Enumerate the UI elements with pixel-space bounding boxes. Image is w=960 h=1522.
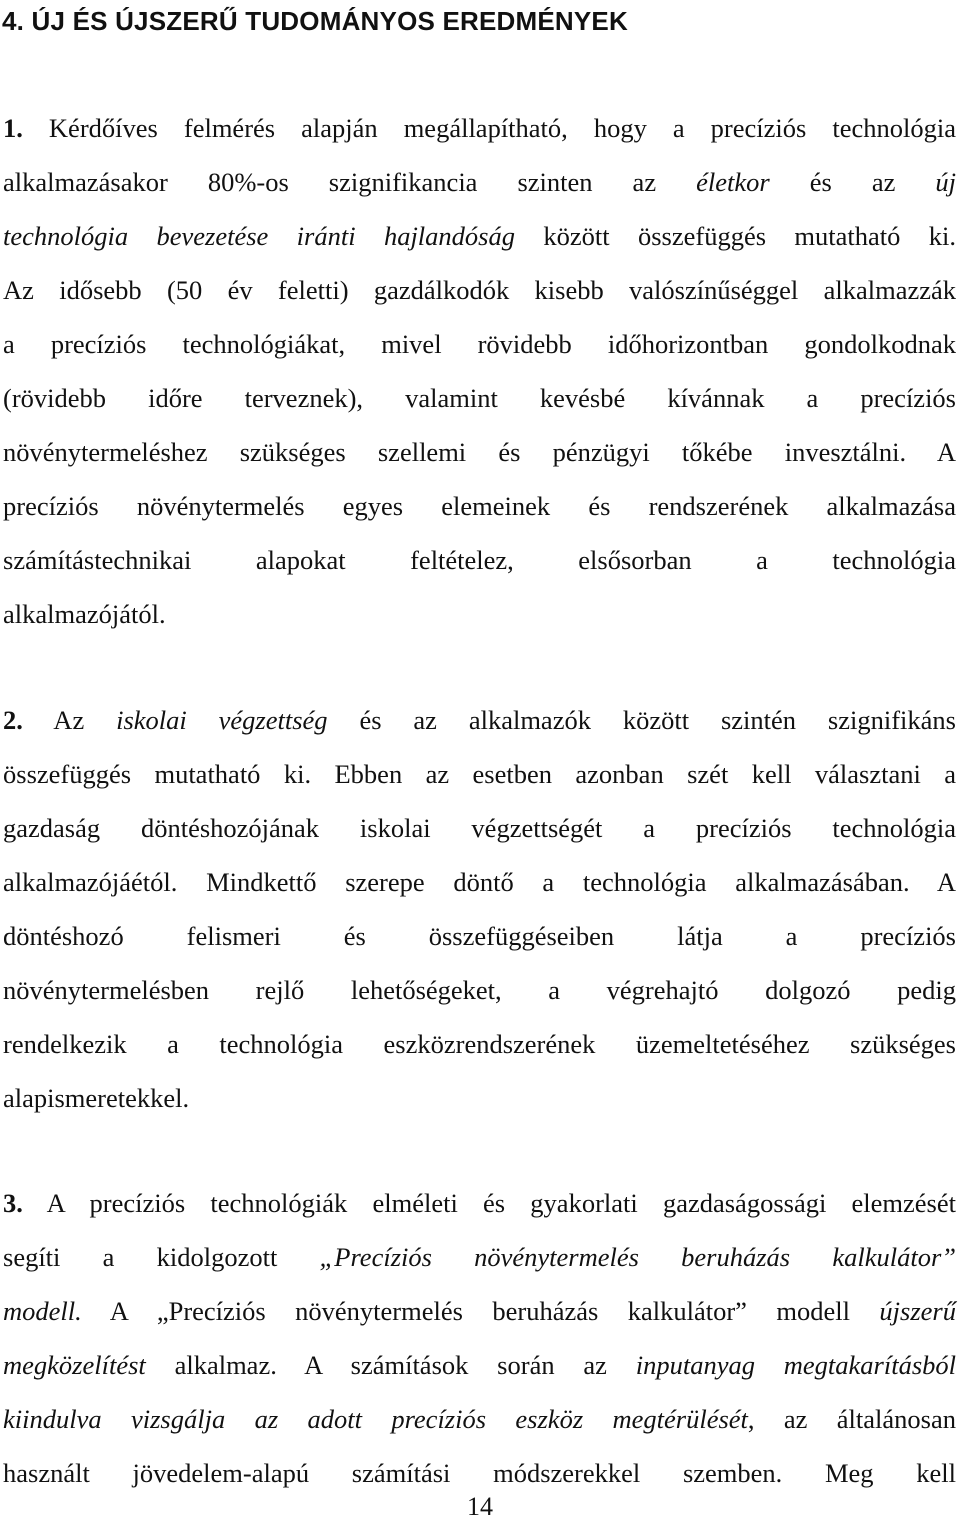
emphasized-text: újszerű <box>879 1296 956 1326</box>
section-heading: 4. ÚJ ÉS ÚJSZERŰ TUDOMÁNYOS EREDMÉNYEK <box>2 6 628 36</box>
text-run: Kérdőíves felmérés alapján megállapítható, hogy a precíziós technológia <box>22 113 956 143</box>
emphasized-text: „Precíziós növénytermelés beruházás kalkulátor” <box>319 1242 956 1272</box>
text-run: A „Precíziós növénytermelés beruházás kalkulátor” modell <box>81 1296 880 1326</box>
text-run: precíziós növénytermelés egyes elemeinek és rendszerének alkalmazása <box>3 491 956 521</box>
emphasized-text: inputanyag megtakarításból <box>635 1350 956 1380</box>
text-run: alkalmazásakor 80%-os szignifikancia szinten az <box>3 167 697 197</box>
text-run: döntéshozó felismeri és összefüggéseiben látja a precíziós <box>3 921 956 951</box>
page-number: 14 <box>467 1492 493 1521</box>
paragraph-line <box>3 381 956 435</box>
paragraph-line <box>3 703 956 757</box>
text-run: a precíziós technológiákat, mivel rövidebb időhorizontban gondolkodnak <box>3 329 956 359</box>
paragraph-line <box>3 489 956 543</box>
finding-3 <box>3 1186 956 1510</box>
emphasized-text: iskolai végzettség <box>116 705 328 735</box>
text-run: alkalmazójától. <box>3 599 166 629</box>
paragraph-line <box>3 1240 956 1294</box>
text-run: használt jövedelem-alapú számítási módszerekkel szemben. Meg kell <box>3 1458 956 1488</box>
paragraph-line <box>3 919 956 973</box>
text-run: alkalmazójáétól. Mindkettő szerepe döntő a technológia alkalmazásában. A <box>3 867 956 897</box>
paragraph-line <box>3 435 956 489</box>
text-run: A precíziós technológiák elméleti és gyakorlati gazdaságossági elemzését <box>22 1188 956 1218</box>
text-run: között összefüggés mutatható ki. <box>515 221 956 251</box>
finding-number: 1. <box>3 113 23 143</box>
finding-1 <box>3 111 956 651</box>
text-run: rendelkezik a technológia eszközrendszerének üzemeltetéséhez szükséges <box>3 1029 956 1059</box>
paragraph-line <box>3 273 956 327</box>
text-run: Az <box>22 705 117 735</box>
emphasized-text: technológia bevezetése iránti hajlandóság <box>3 221 515 251</box>
paragraph-line <box>3 111 956 165</box>
text-run: növénytermelésben rejlő lehetőségeket, a végrehajtó dolgozó pedig <box>3 975 956 1005</box>
text-run: számítástechnikai alapokat feltételez, elsősorban a technológia <box>3 545 956 575</box>
paragraph-line <box>3 811 956 865</box>
paragraph-line <box>3 865 956 919</box>
text-run: növénytermeléshez szükséges szellemi és pénzügyi tőkébe invesztálni. A <box>3 437 956 467</box>
paragraph-line <box>3 1348 956 1402</box>
text-run: Az idősebb (50 év feletti) gazdálkodók kisebb valószínűséggel alkalmazzák <box>3 275 956 305</box>
text-run: (rövidebb időre terveznek), valamint kevésbé kívánnak a precíziós <box>3 383 956 413</box>
paragraph-line <box>3 1081 956 1135</box>
text-run: gazdaság döntéshozójának iskolai végzettségét a precíziós technológia <box>3 813 956 843</box>
text-run: segíti a kidolgozott <box>3 1242 320 1272</box>
text-run: , az általánosan <box>747 1404 956 1434</box>
paragraph-line <box>3 973 956 1027</box>
emphasized-text: kiindulva vizsgálja az adott precíziós eszköz megtérülését <box>3 1404 748 1434</box>
emphasized-text: modell. <box>3 1296 82 1326</box>
paragraph-line <box>3 757 956 811</box>
paragraph-line <box>3 1027 956 1081</box>
finding-number: 3. <box>3 1188 23 1218</box>
paragraph-line <box>3 1294 956 1348</box>
text-run: alkalmaz. A számítások során az <box>145 1350 636 1380</box>
emphasized-text: életkor <box>696 167 770 197</box>
emphasized-text: megközelítést <box>3 1350 146 1380</box>
text-run: alapismeretekkel. <box>3 1083 190 1113</box>
paragraph-line <box>3 327 956 381</box>
text-run: összefüggés mutatható ki. Ebben az esetben azonban szét kell választani a <box>3 759 956 789</box>
paragraph-line <box>3 597 956 651</box>
text-run: és az <box>769 167 936 197</box>
paragraph-line <box>3 165 956 219</box>
paragraph-line <box>3 1402 956 1456</box>
paragraph-line <box>3 1186 956 1240</box>
paragraph-line <box>3 543 956 597</box>
paragraph-line <box>3 219 956 273</box>
finding-number: 2. <box>3 705 23 735</box>
text-run: és az alkalmazók között szintén szignifikáns <box>327 705 956 735</box>
finding-2 <box>3 703 956 1135</box>
emphasized-text: új <box>935 167 956 197</box>
